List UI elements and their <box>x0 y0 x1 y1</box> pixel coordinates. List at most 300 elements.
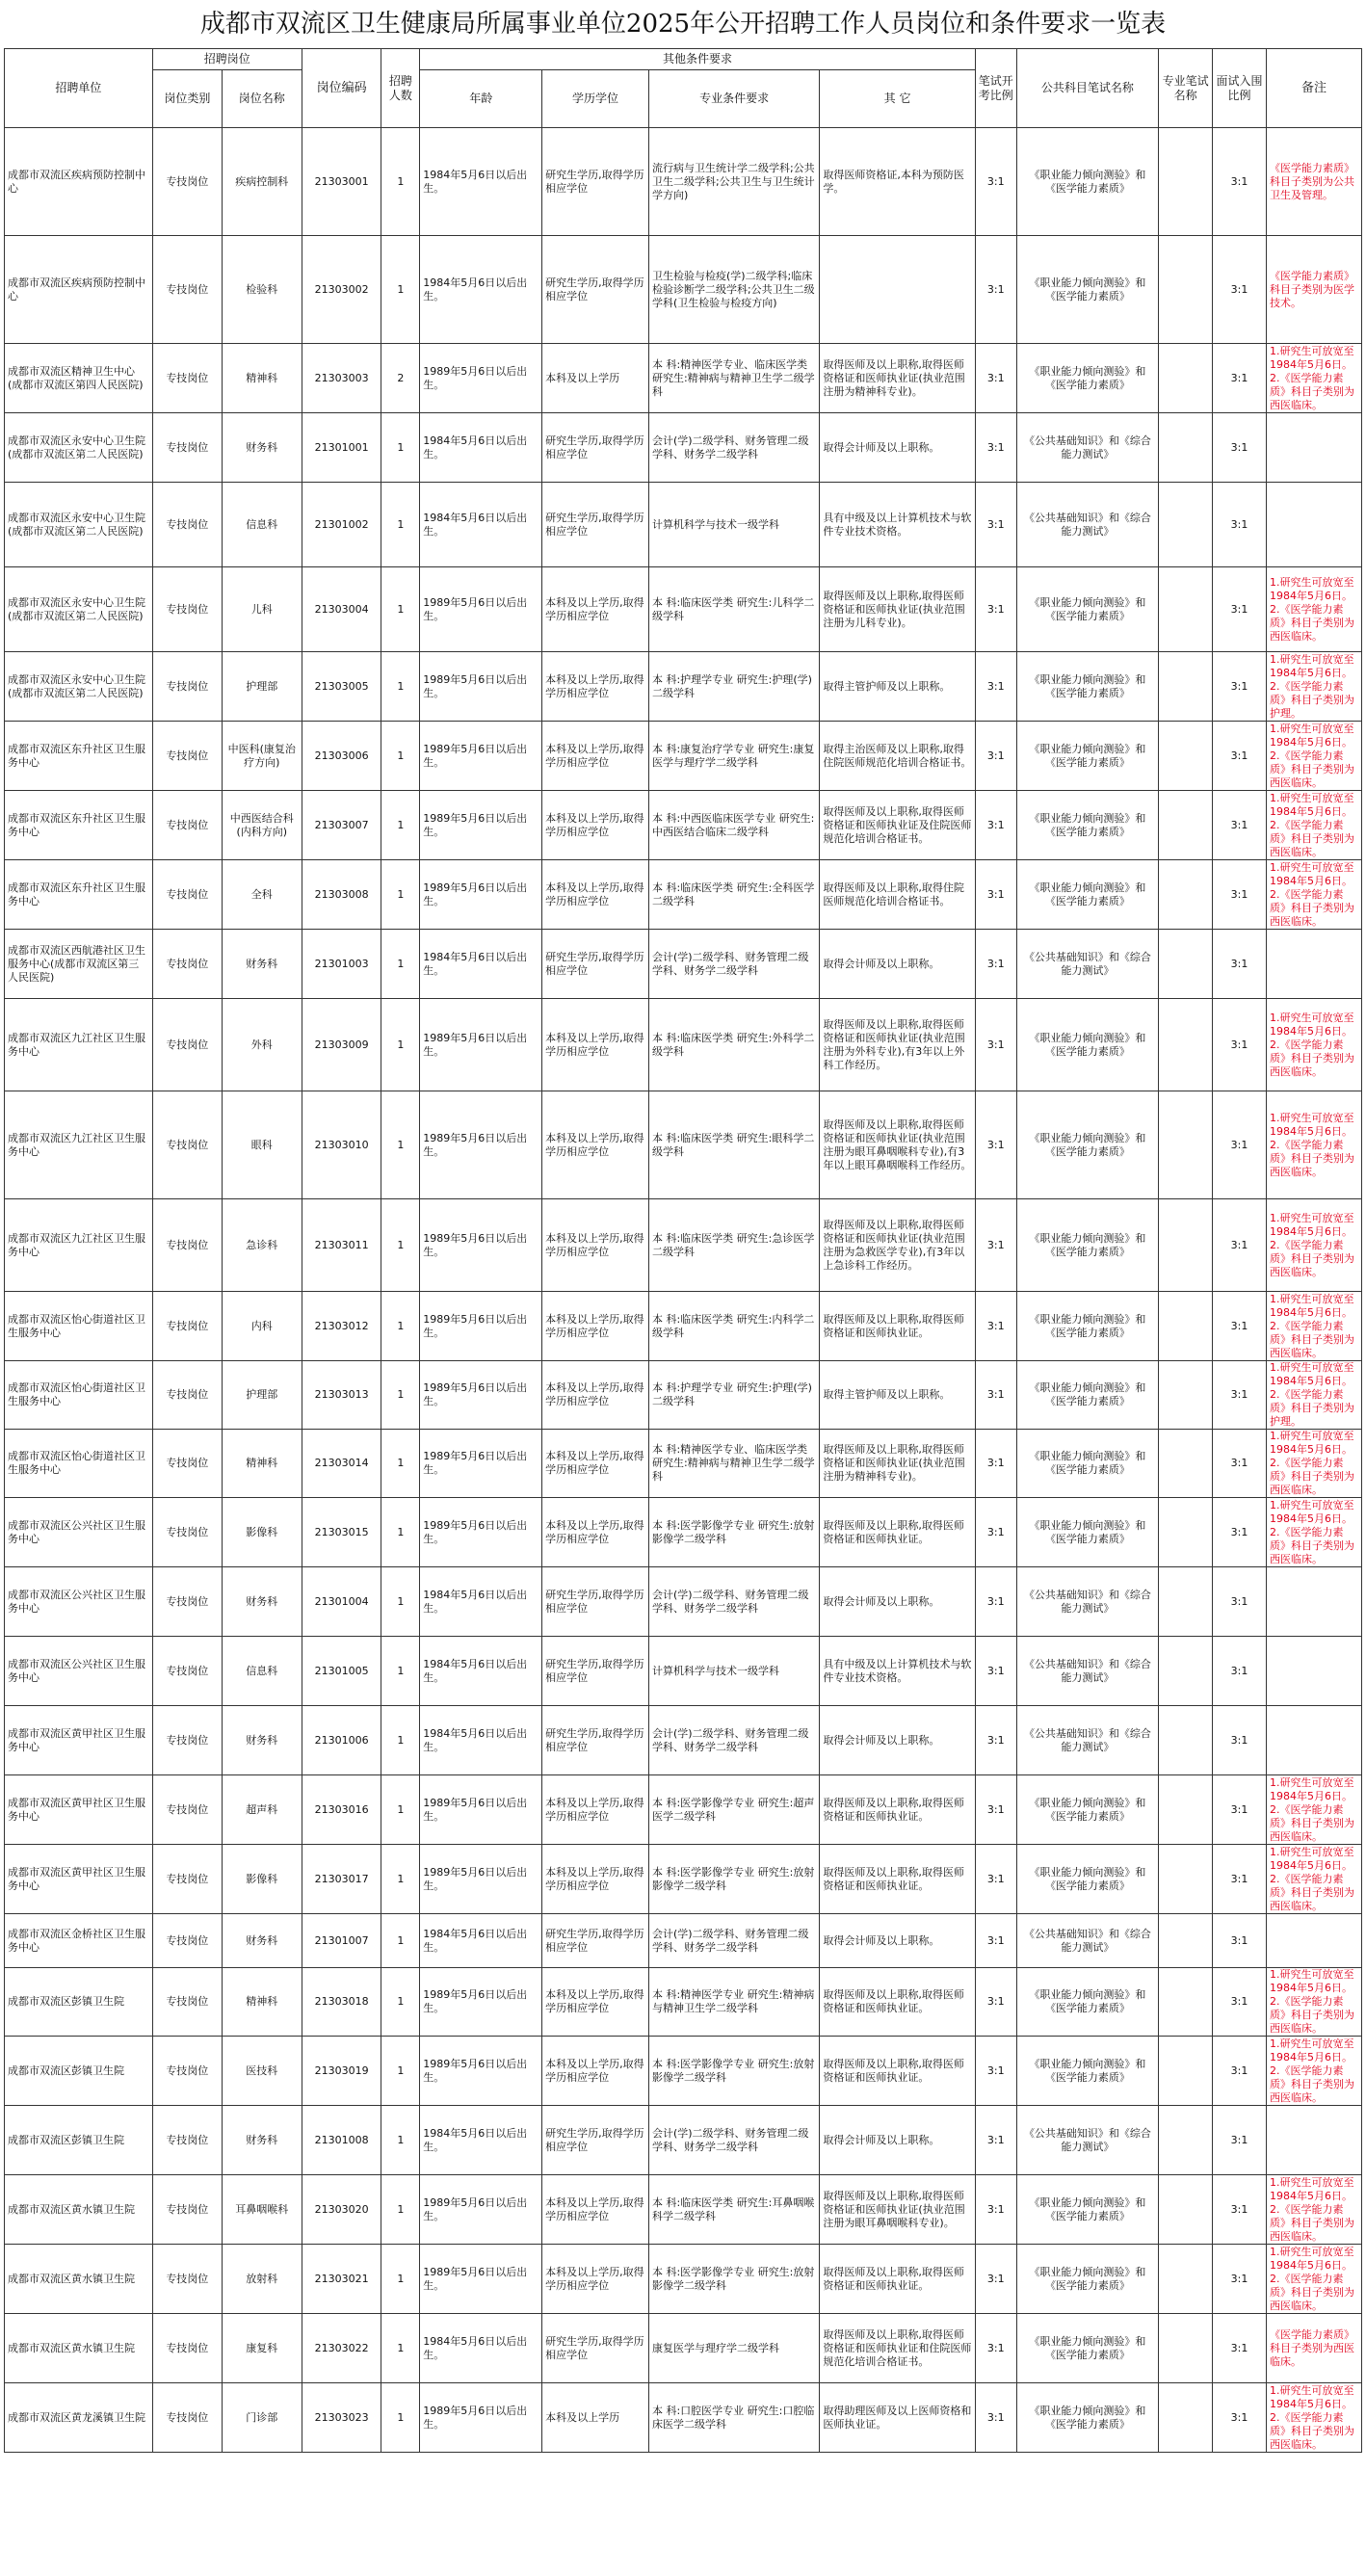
post-type-cell: 专技岗位 <box>152 236 222 344</box>
note-cell: 1.研究生可放宽至1984年5月6日。 2.《医学能力素质》科目子类别为西医临床。 <box>1266 791 1361 860</box>
post-type-cell: 专技岗位 <box>152 1914 222 1968</box>
education-cell: 本科及以上学历,取得学历相应学位 <box>542 1845 649 1914</box>
post-code-cell: 21303007 <box>302 791 381 860</box>
interview-ratio-cell: 3:1 <box>1213 791 1267 860</box>
public-subject-cell: 《职业能力倾向测验》和《医学能力素质》 <box>1016 1968 1158 2037</box>
header-count: 招聘人数 <box>381 49 420 128</box>
table-row <box>5 1361 1362 1430</box>
public-subject-cell: 《公共基础知识》和《综合能力测试》 <box>1016 1567 1158 1637</box>
interview-ratio-cell: 3:1 <box>1213 1091 1267 1199</box>
professional-exam-cell <box>1159 128 1213 236</box>
table-row <box>5 1706 1362 1775</box>
age-cell: 1989年5月6日以后出生。 <box>420 860 542 930</box>
post-type-cell: 专技岗位 <box>152 1430 222 1498</box>
count-cell: 1 <box>381 652 420 722</box>
post-type-cell: 专技岗位 <box>152 860 222 930</box>
table-row <box>5 128 1362 236</box>
interview-ratio-cell: 3:1 <box>1213 1775 1267 1845</box>
other-cell: 取得医师及以上职称,取得医师资格证和医师执业证。 <box>820 1498 975 1567</box>
major-cell: 本 科:护理学专业 研究生:护理(学)二级学科 <box>648 1361 819 1430</box>
post-name-cell: 中医科(康复治疗方向) <box>222 722 302 791</box>
post-code-cell: 21303013 <box>302 1361 381 1430</box>
table-row <box>5 2175 1362 2245</box>
table-row <box>5 2037 1362 2106</box>
professional-exam-cell <box>1159 567 1213 652</box>
unit-cell: 成都市双流区疾病预防控制中心 <box>5 236 153 344</box>
education-cell: 研究生学历,取得学历相应学位 <box>542 930 649 999</box>
post-name-cell: 门诊部 <box>222 2383 302 2453</box>
education-cell: 本科及以上学历,取得学历相应学位 <box>542 791 649 860</box>
exam-ratio-cell: 3:1 <box>975 2037 1016 2106</box>
age-cell: 1984年5月6日以后出生。 <box>420 483 542 567</box>
table-row <box>5 1968 1362 2037</box>
major-cell: 计算机科学与技术一级学科 <box>648 1637 819 1706</box>
education-cell: 研究生学历,取得学历相应学位 <box>542 128 649 236</box>
public-subject-cell: 《职业能力倾向测验》和《医学能力素质》 <box>1016 1199 1158 1292</box>
professional-exam-cell <box>1159 1845 1213 1914</box>
note-cell: 1.研究生可放宽至1984年5月6日。 2.《医学能力素质》科目子类别为西医临床。 <box>1266 1430 1361 1498</box>
other-cell: 具有中级及以上计算机技术与软件专业技术资格。 <box>820 1637 975 1706</box>
major-cell: 本 科:临床医学类 研究生:儿科学二级学科 <box>648 567 819 652</box>
major-cell: 本 科:临床医学类 研究生:全科医学二级学科 <box>648 860 819 930</box>
public-subject-cell: 《职业能力倾向测验》和《医学能力素质》 <box>1016 1498 1158 1567</box>
major-cell: 会计(学)二级学科、财务管理二级学科、财务学二级学科 <box>648 413 819 483</box>
interview-ratio-cell: 3:1 <box>1213 483 1267 567</box>
note-cell: 1.研究生可放宽至1984年5月6日。 2.《医学能力素质》科目子类别为西医临床。 <box>1266 1968 1361 2037</box>
post-code-cell: 21303011 <box>302 1199 381 1292</box>
count-cell: 1 <box>381 236 420 344</box>
count-cell: 1 <box>381 1091 420 1199</box>
note-cell: 1.研究生可放宽至1984年5月6日。 2.《医学能力素质》科目子类别为西医临床。 <box>1266 1775 1361 1845</box>
education-cell: 本科及以上学历,取得学历相应学位 <box>542 2245 649 2314</box>
interview-ratio-cell: 3:1 <box>1213 2245 1267 2314</box>
public-subject-cell: 《职业能力倾向测验》和《医学能力素质》 <box>1016 2037 1158 2106</box>
exam-ratio-cell: 3:1 <box>975 722 1016 791</box>
public-subject-cell: 《职业能力倾向测验》和《医学能力素质》 <box>1016 128 1158 236</box>
table-row <box>5 1292 1362 1361</box>
unit-cell: 成都市双流区九江社区卫生服务中心 <box>5 1199 153 1292</box>
unit-cell: 成都市双流区疾病预防控制中心 <box>5 128 153 236</box>
count-cell: 1 <box>381 2245 420 2314</box>
professional-exam-cell <box>1159 999 1213 1091</box>
post-type-cell: 专技岗位 <box>152 567 222 652</box>
interview-ratio-cell: 3:1 <box>1213 2314 1267 2383</box>
other-cell: 取得主管护师及以上职称。 <box>820 1361 975 1430</box>
post-code-cell: 21303001 <box>302 128 381 236</box>
professional-exam-cell <box>1159 2383 1213 2453</box>
unit-cell: 成都市双流区永安中心卫生院(成都市双流区第二人民医院) <box>5 413 153 483</box>
education-cell: 研究生学历,取得学历相应学位 <box>542 1637 649 1706</box>
major-cell: 会计(学)二级学科、财务管理二级学科、财务学二级学科 <box>648 930 819 999</box>
note-cell: 《医学能力素质》科目子类别为医学技术。 <box>1266 236 1361 344</box>
note-cell: 1.研究生可放宽至1984年5月6日。 2.《医学能力素质》科目子类别为护理。 <box>1266 1361 1361 1430</box>
professional-exam-cell <box>1159 1199 1213 1292</box>
note-cell: 1.研究生可放宽至1984年5月6日。 2.《医学能力素质》科目子类别为西医临床。 <box>1266 1292 1361 1361</box>
exam-ratio-cell: 3:1 <box>975 1706 1016 1775</box>
count-cell: 1 <box>381 2383 420 2453</box>
age-cell: 1984年5月6日以后出生。 <box>420 128 542 236</box>
header-other-group: 其他条件要求 <box>420 49 975 70</box>
note-cell: 1.研究生可放宽至1984年5月6日。 2.《医学能力素质》科目子类别为西医临床。 <box>1266 722 1361 791</box>
recruitment-table <box>4 48 1362 2453</box>
post-name-cell: 眼科 <box>222 1091 302 1199</box>
unit-cell: 成都市双流区黄水镇卫生院 <box>5 2175 153 2245</box>
post-name-cell: 外科 <box>222 999 302 1091</box>
age-cell: 1989年5月6日以后出生。 <box>420 2175 542 2245</box>
header-note: 备注 <box>1266 49 1361 128</box>
post-name-cell: 财务科 <box>222 2106 302 2175</box>
age-cell: 1984年5月6日以后出生。 <box>420 930 542 999</box>
public-subject-cell: 《职业能力倾向测验》和《医学能力素质》 <box>1016 999 1158 1091</box>
count-cell: 1 <box>381 483 420 567</box>
unit-cell: 成都市双流区公兴社区卫生服务中心 <box>5 1498 153 1567</box>
table-row <box>5 1498 1362 1567</box>
table-row <box>5 1091 1362 1199</box>
professional-exam-cell <box>1159 2106 1213 2175</box>
post-name-cell: 超声科 <box>222 1775 302 1845</box>
age-cell: 1989年5月6日以后出生。 <box>420 999 542 1091</box>
major-cell: 本 科:护理学专业 研究生:护理(学)二级学科 <box>648 652 819 722</box>
major-cell: 本 科:临床医学类 研究生:外科学二级学科 <box>648 999 819 1091</box>
unit-cell: 成都市双流区黄甲社区卫生服务中心 <box>5 1845 153 1914</box>
public-subject-cell: 《职业能力倾向测验》和《医学能力素质》 <box>1016 2245 1158 2314</box>
other-cell: 取得会计师及以上职称。 <box>820 930 975 999</box>
age-cell: 1989年5月6日以后出生。 <box>420 1430 542 1498</box>
age-cell: 1989年5月6日以后出生。 <box>420 1361 542 1430</box>
education-cell: 本科及以上学历,取得学历相应学位 <box>542 1968 649 2037</box>
table-row <box>5 483 1362 567</box>
professional-exam-cell <box>1159 860 1213 930</box>
public-subject-cell: 《职业能力倾向测验》和《医学能力素质》 <box>1016 1430 1158 1498</box>
count-cell: 1 <box>381 128 420 236</box>
post-code-cell: 21301002 <box>302 483 381 567</box>
header-post-code: 岗位编码 <box>302 49 381 128</box>
post-name-cell: 财务科 <box>222 930 302 999</box>
age-cell: 1989年5月6日以后出生。 <box>420 567 542 652</box>
table-row <box>5 791 1362 860</box>
table-row <box>5 930 1362 999</box>
interview-ratio-cell: 3:1 <box>1213 413 1267 483</box>
post-name-cell: 财务科 <box>222 1914 302 1968</box>
education-cell: 研究生学历,取得学历相应学位 <box>542 1914 649 1968</box>
education-cell: 本科及以上学历,取得学历相应学位 <box>542 722 649 791</box>
count-cell: 1 <box>381 1361 420 1430</box>
post-code-cell: 21303014 <box>302 1430 381 1498</box>
post-code-cell: 21303016 <box>302 1775 381 1845</box>
public-subject-cell: 《职业能力倾向测验》和《医学能力素质》 <box>1016 344 1158 413</box>
interview-ratio-cell: 3:1 <box>1213 722 1267 791</box>
post-code-cell: 21301004 <box>302 1567 381 1637</box>
post-type-cell: 专技岗位 <box>152 2314 222 2383</box>
post-type-cell: 专技岗位 <box>152 722 222 791</box>
exam-ratio-cell: 3:1 <box>975 1430 1016 1498</box>
interview-ratio-cell: 3:1 <box>1213 1498 1267 1567</box>
post-name-cell: 耳鼻咽喉科 <box>222 2175 302 2245</box>
exam-ratio-cell: 3:1 <box>975 567 1016 652</box>
header-age: 年龄 <box>420 70 542 128</box>
professional-exam-cell <box>1159 652 1213 722</box>
page-title: 成都市双流区卫生健康局所属事业单位2025年公开招聘工作人员岗位和条件要求一览表 <box>199 10 1167 39</box>
other-cell: 取得医师及以上职称,取得医师资格证和医师执业证(执业范围注册为儿科专业)。 <box>820 567 975 652</box>
unit-cell: 成都市双流区彭镇卫生院 <box>5 2037 153 2106</box>
unit-cell: 成都市双流区公兴社区卫生服务中心 <box>5 1567 153 1637</box>
major-cell: 本 科:医学影像学专业 研究生:放射影像学二级学科 <box>648 1845 819 1914</box>
unit-cell: 成都市双流区怡心街道社区卫生服务中心 <box>5 1430 153 1498</box>
public-subject-cell: 《公共基础知识》和《综合能力测试》 <box>1016 483 1158 567</box>
count-cell: 1 <box>381 2106 420 2175</box>
note-cell: 1.研究生可放宽至1984年5月6日。 2.《医学能力素质》科目子类别为西医临床。 <box>1266 1845 1361 1914</box>
exam-ratio-cell: 3:1 <box>975 1498 1016 1567</box>
interview-ratio-cell: 3:1 <box>1213 2175 1267 2245</box>
exam-ratio-cell: 3:1 <box>975 1199 1016 1292</box>
education-cell: 本科及以上学历,取得学历相应学位 <box>542 1091 649 1199</box>
count-cell: 1 <box>381 2314 420 2383</box>
note-cell: 1.研究生可放宽至1984年5月6日。 2.《医学能力素质》科目子类别为西医临床。 <box>1266 860 1361 930</box>
count-cell: 1 <box>381 567 420 652</box>
post-type-cell: 专技岗位 <box>152 1091 222 1199</box>
other-cell: 取得医师及以上职称,取得住院医师规范化培训合格证书。 <box>820 860 975 930</box>
post-name-cell: 影像科 <box>222 1498 302 1567</box>
major-cell: 本 科:临床医学类 研究生:耳鼻咽喉科学二级学科 <box>648 2175 819 2245</box>
age-cell: 1989年5月6日以后出生。 <box>420 1968 542 2037</box>
exam-ratio-cell: 3:1 <box>975 1775 1016 1845</box>
education-cell: 本科及以上学历 <box>542 344 649 413</box>
note-cell <box>1266 1567 1361 1637</box>
post-name-cell: 护理部 <box>222 1361 302 1430</box>
age-cell: 1984年5月6日以后出生。 <box>420 1914 542 1968</box>
education-cell: 本科及以上学历,取得学历相应学位 <box>542 567 649 652</box>
education-cell: 研究生学历,取得学历相应学位 <box>542 1706 649 1775</box>
post-name-cell: 影像科 <box>222 1845 302 1914</box>
count-cell: 1 <box>381 1968 420 2037</box>
age-cell: 1984年5月6日以后出生。 <box>420 1706 542 1775</box>
post-type-cell: 专技岗位 <box>152 791 222 860</box>
note-cell: 1.研究生可放宽至1984年5月6日。 2.《医学能力素质》科目子类别为西医临床。 <box>1266 2245 1361 2314</box>
education-cell: 本科及以上学历,取得学历相应学位 <box>542 999 649 1091</box>
table-row <box>5 652 1362 722</box>
education-cell: 本科及以上学历,取得学历相应学位 <box>542 1292 649 1361</box>
public-subject-cell: 《职业能力倾向测验》和《医学能力素质》 <box>1016 860 1158 930</box>
public-subject-cell: 《职业能力倾向测验》和《医学能力素质》 <box>1016 236 1158 344</box>
other-cell: 取得助理医师及以上医师资格和医师执业证。 <box>820 2383 975 2453</box>
post-code-cell: 21301008 <box>302 2106 381 2175</box>
public-subject-cell: 《公共基础知识》和《综合能力测试》 <box>1016 1914 1158 1968</box>
professional-exam-cell <box>1159 483 1213 567</box>
post-code-cell: 21301003 <box>302 930 381 999</box>
note-cell: 《医学能力素质》科目子类别为西医临床。 <box>1266 2314 1361 2383</box>
table-body <box>5 128 1362 2453</box>
professional-exam-cell <box>1159 1498 1213 1567</box>
note-cell: 1.研究生可放宽至1984年5月6日。 2.《医学能力素质》科目子类别为西医临床。 <box>1266 344 1361 413</box>
header-post-name: 岗位名称 <box>222 70 302 128</box>
exam-ratio-cell: 3:1 <box>975 128 1016 236</box>
major-cell: 卫生检验与检疫(学)二级学科;临床检验诊断学二级学科;公共卫生二级学科(卫生检验与检疫方向) <box>648 236 819 344</box>
major-cell: 本 科:精神医学专业、临床医学类 研究生:精神病与精神卫生学二级学科 <box>648 1430 819 1498</box>
post-code-cell: 21303022 <box>302 2314 381 2383</box>
count-cell: 1 <box>381 722 420 791</box>
post-type-cell: 专技岗位 <box>152 344 222 413</box>
exam-ratio-cell: 3:1 <box>975 2175 1016 2245</box>
major-cell: 本 科:医学影像学专业 研究生:放射影像学二级学科 <box>648 1498 819 1567</box>
other-cell: 取得会计师及以上职称。 <box>820 413 975 483</box>
note-cell <box>1266 1637 1361 1706</box>
other-cell: 取得医师及以上职称,取得医师资格证和医师执业证。 <box>820 1968 975 2037</box>
post-name-cell: 财务科 <box>222 1567 302 1637</box>
education-cell: 本科及以上学历 <box>542 2383 649 2453</box>
post-name-cell: 中西医结合科(内科方向) <box>222 791 302 860</box>
count-cell: 2 <box>381 344 420 413</box>
header-post-type: 岗位类别 <box>152 70 222 128</box>
unit-cell: 成都市双流区彭镇卫生院 <box>5 2106 153 2175</box>
post-type-cell: 专技岗位 <box>152 128 222 236</box>
count-cell: 1 <box>381 999 420 1091</box>
count-cell: 1 <box>381 1292 420 1361</box>
header-exam-ratio: 笔试开考比例 <box>975 49 1016 128</box>
exam-ratio-cell: 3:1 <box>975 1361 1016 1430</box>
other-cell <box>820 236 975 344</box>
post-type-cell: 专技岗位 <box>152 999 222 1091</box>
age-cell: 1989年5月6日以后出生。 <box>420 1498 542 1567</box>
education-cell: 研究生学历,取得学历相应学位 <box>542 1567 649 1637</box>
post-type-cell: 专技岗位 <box>152 1567 222 1637</box>
age-cell: 1989年5月6日以后出生。 <box>420 2245 542 2314</box>
post-type-cell: 专技岗位 <box>152 1292 222 1361</box>
age-cell: 1984年5月6日以后出生。 <box>420 413 542 483</box>
exam-ratio-cell: 3:1 <box>975 1914 1016 1968</box>
note-cell <box>1266 413 1361 483</box>
post-code-cell: 21303023 <box>302 2383 381 2453</box>
table-row <box>5 1914 1362 1968</box>
interview-ratio-cell: 3:1 <box>1213 1430 1267 1498</box>
exam-ratio-cell: 3:1 <box>975 652 1016 722</box>
professional-exam-cell <box>1159 1637 1213 1706</box>
header-interview-ratio: 面试入围比例 <box>1213 49 1267 128</box>
post-name-cell: 儿科 <box>222 567 302 652</box>
post-code-cell: 21303018 <box>302 1968 381 2037</box>
count-cell: 1 <box>381 1775 420 1845</box>
interview-ratio-cell: 3:1 <box>1213 567 1267 652</box>
professional-exam-cell <box>1159 1914 1213 1968</box>
post-type-cell: 专技岗位 <box>152 2245 222 2314</box>
post-type-cell: 专技岗位 <box>152 1498 222 1567</box>
post-code-cell: 21303009 <box>302 999 381 1091</box>
exam-ratio-cell: 3:1 <box>975 344 1016 413</box>
education-cell: 本科及以上学历,取得学历相应学位 <box>542 1430 649 1498</box>
table-row <box>5 1199 1362 1292</box>
note-cell: 1.研究生可放宽至1984年5月6日。 2.《医学能力素质》科目子类别为西医临床。 <box>1266 1498 1361 1567</box>
professional-exam-cell <box>1159 413 1213 483</box>
interview-ratio-cell: 3:1 <box>1213 1637 1267 1706</box>
major-cell: 本 科:医学影像学专业 研究生:放射影像学二级学科 <box>648 2245 819 2314</box>
post-code-cell: 21303005 <box>302 652 381 722</box>
post-code-cell: 21301001 <box>302 413 381 483</box>
table-row <box>5 2106 1362 2175</box>
interview-ratio-cell: 3:1 <box>1213 1845 1267 1914</box>
professional-exam-cell <box>1159 1430 1213 1498</box>
count-cell: 1 <box>381 1567 420 1637</box>
professional-exam-cell <box>1159 1361 1213 1430</box>
post-name-cell: 财务科 <box>222 413 302 483</box>
professional-exam-cell <box>1159 1968 1213 2037</box>
count-cell: 1 <box>381 1706 420 1775</box>
other-cell: 取得医师及以上职称,取得医师资格证和医师执业证。 <box>820 2245 975 2314</box>
unit-cell: 成都市双流区西航港社区卫生服务中心(成都市双流区第三人民医院) <box>5 930 153 999</box>
count-cell: 1 <box>381 2037 420 2106</box>
public-subject-cell: 《职业能力倾向测验》和《医学能力素质》 <box>1016 567 1158 652</box>
other-cell: 取得医师及以上职称,取得医师资格证和医师执业证(执业范围注册为精神科专业)。 <box>820 1430 975 1498</box>
post-name-cell: 检验科 <box>222 236 302 344</box>
other-cell: 取得会计师及以上职称。 <box>820 2106 975 2175</box>
age-cell: 1984年5月6日以后出生。 <box>420 2106 542 2175</box>
count-cell: 1 <box>381 1914 420 1968</box>
interview-ratio-cell: 3:1 <box>1213 1914 1267 1968</box>
exam-ratio-cell: 3:1 <box>975 999 1016 1091</box>
other-cell: 取得医师及以上职称,取得医师资格证和医师执业证。 <box>820 2037 975 2106</box>
education-cell: 本科及以上学历,取得学历相应学位 <box>542 1361 649 1430</box>
other-cell: 取得会计师及以上职称。 <box>820 1567 975 1637</box>
post-name-cell: 内科 <box>222 1292 302 1361</box>
table-row <box>5 860 1362 930</box>
unit-cell: 成都市双流区永安中心卫生院(成都市双流区第二人民医院) <box>5 483 153 567</box>
post-name-cell: 精神科 <box>222 1968 302 2037</box>
age-cell: 1989年5月6日以后出生。 <box>420 2037 542 2106</box>
post-name-cell: 精神科 <box>222 1430 302 1498</box>
age-cell: 1984年5月6日以后出生。 <box>420 236 542 344</box>
note-cell <box>1266 930 1361 999</box>
major-cell: 本 科:中西医临床医学专业 研究生:中西医结合临床二级学科 <box>648 791 819 860</box>
public-subject-cell: 《公共基础知识》和《综合能力测试》 <box>1016 413 1158 483</box>
note-cell: 1.研究生可放宽至1984年5月6日。 2.《医学能力素质》科目子类别为西医临床。 <box>1266 1091 1361 1199</box>
unit-cell: 成都市双流区精神卫生中心(成都市双流区第四人民医院) <box>5 344 153 413</box>
other-cell: 取得医师及以上职称,取得医师资格证和医师执业证。 <box>820 1292 975 1361</box>
professional-exam-cell <box>1159 1567 1213 1637</box>
professional-exam-cell <box>1159 2245 1213 2314</box>
unit-cell: 成都市双流区黄龙溪镇卫生院 <box>5 2383 153 2453</box>
public-subject-cell: 《职业能力倾向测验》和《医学能力素质》 <box>1016 722 1158 791</box>
table-row <box>5 1845 1362 1914</box>
age-cell: 1989年5月6日以后出生。 <box>420 344 542 413</box>
interview-ratio-cell: 3:1 <box>1213 930 1267 999</box>
age-cell: 1989年5月6日以后出生。 <box>420 1199 542 1292</box>
exam-ratio-cell: 3:1 <box>975 236 1016 344</box>
exam-ratio-cell: 3:1 <box>975 791 1016 860</box>
major-cell: 本 科:临床医学类 研究生:内科学二级学科 <box>648 1292 819 1361</box>
unit-cell: 成都市双流区东升社区卫生服务中心 <box>5 860 153 930</box>
post-type-cell: 专技岗位 <box>152 1706 222 1775</box>
post-code-cell: 21303019 <box>302 2037 381 2106</box>
age-cell: 1989年5月6日以后出生。 <box>420 791 542 860</box>
count-cell: 1 <box>381 1845 420 1914</box>
unit-cell: 成都市双流区黄水镇卫生院 <box>5 2314 153 2383</box>
post-code-cell: 21303008 <box>302 860 381 930</box>
interview-ratio-cell: 3:1 <box>1213 344 1267 413</box>
exam-ratio-cell: 3:1 <box>975 1567 1016 1637</box>
exam-ratio-cell: 3:1 <box>975 413 1016 483</box>
interview-ratio-cell: 3:1 <box>1213 860 1267 930</box>
table-row <box>5 1775 1362 1845</box>
table-row <box>5 2245 1362 2314</box>
public-subject-cell: 《职业能力倾向测验》和《医学能力素质》 <box>1016 791 1158 860</box>
unit-cell: 成都市双流区永安中心卫生院(成都市双流区第二人民医院) <box>5 652 153 722</box>
note-cell: 《医学能力素质》科目子类别为公共卫生及管理。 <box>1266 128 1361 236</box>
table-row <box>5 1430 1362 1498</box>
other-cell: 取得医师及以上职称,取得医师资格证和医师执业证及住院医师规范化培训合格证书。 <box>820 791 975 860</box>
post-name-cell: 财务科 <box>222 1706 302 1775</box>
education-cell: 本科及以上学历,取得学历相应学位 <box>542 1199 649 1292</box>
other-cell: 取得医师及以上职称,取得医师资格证和医师执业证(执业范围注册为急救医学专业),有3年以上急诊科工作经历。 <box>820 1199 975 1292</box>
other-cell: 取得医师及以上职称,取得医师资格证和医师执业证。 <box>820 1845 975 1914</box>
major-cell: 本 科:精神医学专业 研究生:精神病与精神卫生学二级学科 <box>648 1968 819 2037</box>
